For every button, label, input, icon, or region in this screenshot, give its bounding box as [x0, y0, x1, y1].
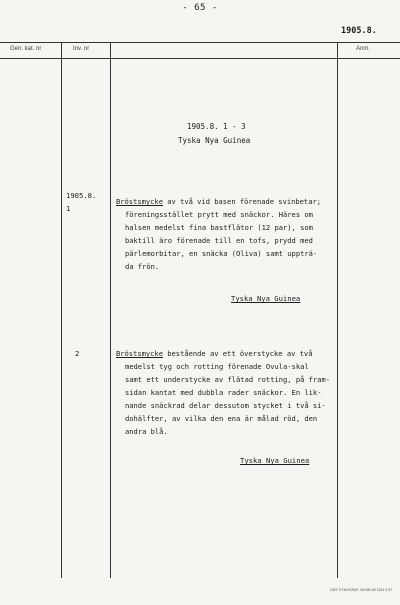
entry-1-line-1: föreningsstället prytt med snäckor. Häres om — [125, 210, 313, 219]
column-divider-1 — [61, 42, 62, 578]
entry-2-line-0 — [116, 347, 312, 360]
entry-2-line-3: sidan kantat med dubbla rader snäckor. En lik- — [125, 388, 322, 397]
entry-2-line-5: dohälfter, av vilka den ena är målad röd, den — [125, 414, 318, 423]
entry-1-inv-number: 1 — [66, 204, 71, 213]
entry-2-inv-number: 2 — [75, 349, 80, 358]
column-divider-3 — [337, 42, 338, 578]
header-rule — [0, 58, 400, 59]
entry-2-term: Bröstsmycke — [116, 349, 163, 358]
entry-1-line-3: baktill äro förenade till en tofs, prydd med — [125, 236, 313, 245]
page-number: - 65 - — [182, 3, 218, 13]
entry-1-line-5: da frön. — [125, 262, 160, 271]
section-heading-region: Tyska Nya Guinea — [178, 136, 251, 145]
entry-1-region: Tyska Nya Guinea — [231, 294, 301, 303]
entry-1-inv-prefix: 1905.8. — [66, 191, 97, 200]
entry-1-term: Bröstsmycke — [116, 197, 163, 206]
column-header-gen-kat-nr: Gen. kat. nr — [10, 46, 42, 52]
entry-1-line-4: pärlemorbitar, en snäcka (Oliva) samt uppträ- — [125, 249, 318, 258]
column-header-inv-nr: Inv. nr — [73, 46, 90, 52]
column-header-anm: Anm. — [356, 46, 371, 52]
column-divider-2 — [110, 42, 111, 578]
entry-2-line-1: medelst tyg och rotting förenade Ovula-skal — [125, 362, 309, 371]
entry-2-line-6: andra blå. — [125, 427, 168, 436]
print-note: GØT. ETNOGRAF. MUSEUM 1824 5 67 — [330, 588, 393, 592]
entry-2-region: Tyska Nya Guinea — [240, 456, 310, 465]
entry-2-line-2: samt ett understycke av flätad rotting, på fram- — [125, 375, 330, 384]
entry-1-line-2: halsen medelst fina bastflätor (12 par), som — [125, 223, 313, 232]
entry-2-line-4: nande snäckrad delar dessutom stycket i två si- — [125, 401, 326, 410]
entry-2-first-line: bestående av ett överstycke av två — [162, 349, 313, 358]
section-heading-range: 1905.8. 1 - 3 — [187, 122, 246, 131]
entry-1-line-0 — [116, 195, 321, 208]
entry-1-first-line: av två vid basen förenade svinbetar; — [162, 197, 322, 206]
year-header: 1905.8. — [341, 26, 377, 36]
top-rule — [0, 42, 400, 43]
